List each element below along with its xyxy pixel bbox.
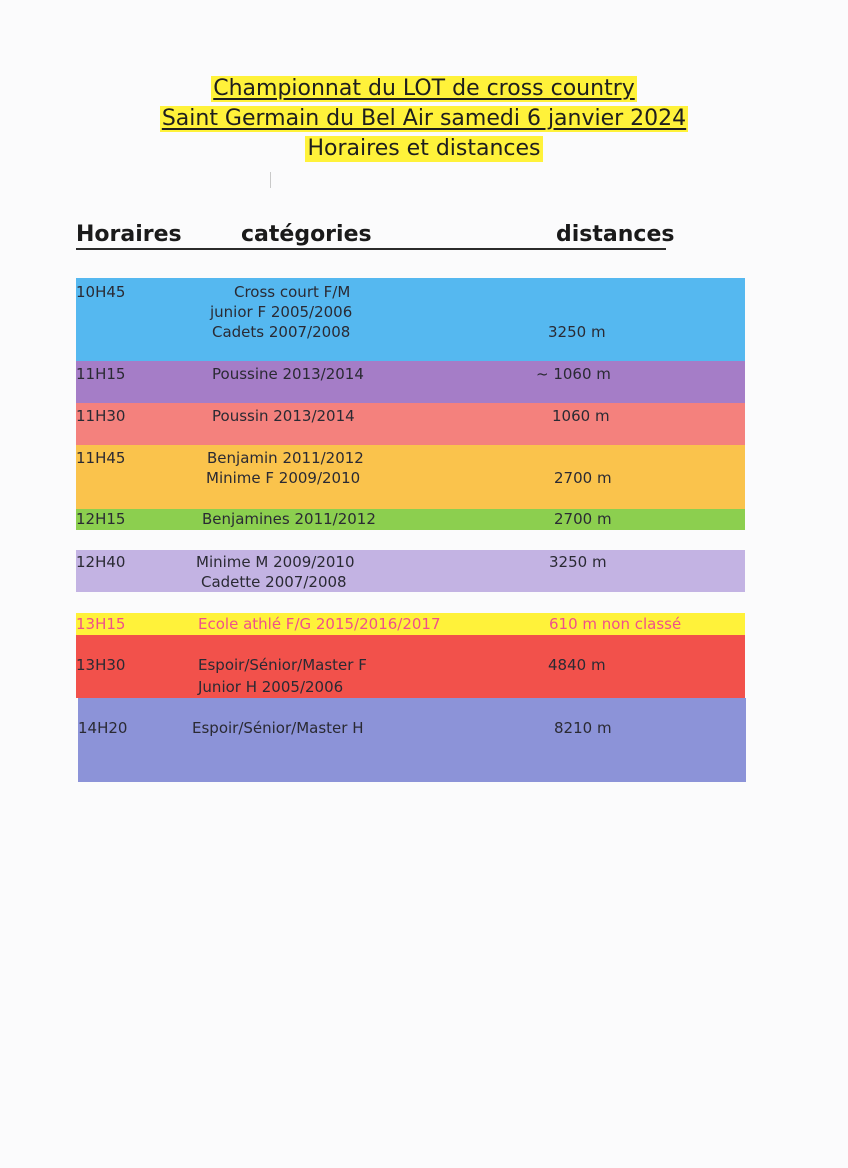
table-row	[78, 698, 746, 782]
title-line-1: Championnat du LOT de cross country	[213, 76, 635, 101]
table-row	[76, 445, 745, 509]
row-category: junior F 2005/2006	[210, 303, 353, 321]
row-category: Minime M 2009/2010	[196, 553, 355, 571]
table-row	[76, 635, 745, 698]
row-distance: 8210 m	[554, 719, 612, 737]
table-row	[76, 278, 745, 361]
row-category: Junior H 2005/2006	[198, 678, 344, 696]
title-line-3: Horaires et distances	[307, 136, 541, 161]
row-time: 12H15	[76, 510, 126, 528]
row-time: 13H30	[76, 656, 126, 674]
header-category: catégories	[241, 222, 372, 247]
row-category: Poussin 2013/2014	[212, 407, 355, 425]
row-distance: ~ 1060 m	[536, 365, 611, 383]
table-row	[76, 613, 745, 635]
table-header	[76, 222, 675, 250]
row-category: Cadette 2007/2008	[201, 573, 347, 591]
table-row	[76, 361, 745, 403]
row-distance: 1060 m	[552, 407, 610, 425]
table-row	[76, 550, 745, 592]
row-time: 11H30	[76, 407, 126, 425]
row-category: Cadets 2007/2008	[212, 323, 351, 341]
row-category: Cross court F/M	[234, 283, 351, 301]
header-time: Horaires	[76, 222, 182, 247]
row-category: Espoir/Sénior/Master F	[198, 656, 367, 674]
row-distance: 2700 m	[554, 469, 612, 487]
row-category: Minime F 2009/2010	[206, 469, 361, 487]
document-title	[0, 76, 848, 170]
scan-mark	[270, 172, 274, 188]
row-time: 10H45	[76, 283, 126, 301]
title-line-2: Saint Germain du Bel Air samedi 6 janvier 2024	[161, 106, 687, 131]
row-distance: 3250 m	[549, 553, 607, 571]
row-time: 13H15	[76, 615, 126, 633]
row-category: Poussine 2013/2014	[212, 365, 364, 383]
row-category: Benjamines 2011/2012	[202, 510, 376, 528]
row-category: Espoir/Sénior/Master H	[192, 719, 364, 737]
row-distance: 4840 m	[548, 656, 606, 674]
table-row	[76, 509, 745, 530]
row-category: Benjamin 2011/2012	[207, 449, 364, 467]
row-time: 11H45	[76, 449, 126, 467]
row-time: 12H40	[76, 553, 126, 571]
row-time: 11H15	[76, 365, 126, 383]
row-distance: 610 m non classé	[549, 615, 682, 633]
table-row	[76, 403, 745, 445]
row-distance: 2700 m	[554, 510, 612, 528]
row-time: 14H20	[78, 719, 128, 737]
row-distance: 3250 m	[548, 323, 606, 341]
row-category: Ecole athlé F/G 2015/2016/2017	[198, 615, 441, 633]
header-distance: distances	[556, 222, 675, 247]
